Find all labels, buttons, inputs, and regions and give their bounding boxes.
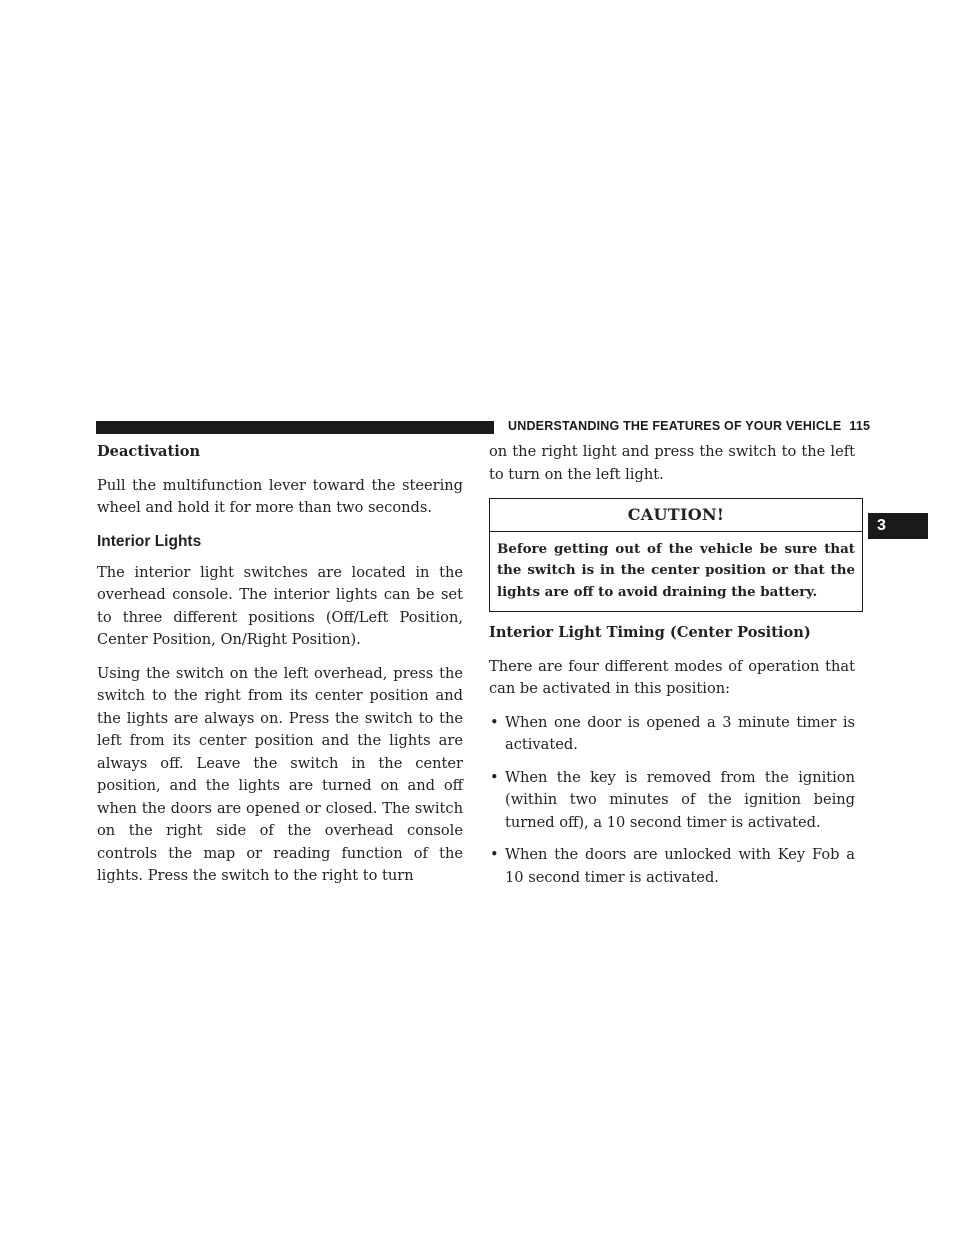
right-column xyxy=(489,441,855,899)
list-item: • When the key is removed from the ignition (within two minutes of the ignition being turned off), a 10 second timer is activated. xyxy=(490,768,855,831)
interior-lights-paragraph-2: Using the switch on the left overhead, press the switch to the right from its center position and the lights are always on. Press the switch to the left from its center position and the lights are always off. Leave the switch in the center position, and the lights are turned on and off when the doors are opened or closed. The switch on the right side of the overhead console controls the map or reading function of the lights. Press the switch to the right to turn xyxy=(97,664,463,884)
interior-lights-paragraph-1: The interior light switches are located in the overhead console. The interior lights can be set to three different positions (Off/Left Position, Center Position, On/Right Position). xyxy=(97,563,463,648)
timing-heading: Interior Light Timing (Center Position) xyxy=(489,624,811,641)
left-column xyxy=(97,441,463,899)
bullet-icon: • xyxy=(490,768,499,786)
deactivation-heading: Deactivation xyxy=(97,443,201,460)
page-number: 115 xyxy=(849,419,871,433)
list-item: • When the doors are unlocked with Key Fob a 10 second timer is activated. xyxy=(490,846,855,886)
deactivation-text: Pull the multifunction lever toward the steering wheel and hold it for more than two seconds. xyxy=(97,476,463,516)
chapter-tab: 3 xyxy=(868,513,928,539)
running-header xyxy=(508,419,870,433)
interior-lights-heading: Interior Lights xyxy=(97,532,202,550)
timing-intro: There are four different modes of operation that can be activated in this position: xyxy=(489,657,855,697)
caution-box xyxy=(489,498,863,612)
bullet-icon: • xyxy=(490,846,499,863)
caution-title: CAUTION! xyxy=(490,499,862,532)
section-title: UNDERSTANDING THE FEATURES OF YOUR VEHICLE xyxy=(508,419,842,433)
bullet-icon: • xyxy=(490,713,499,731)
timing-list xyxy=(489,712,855,890)
caution-body: Before getting out of the vehicle be sure that the switch is in the center position or that the lights are off to avoid draining the battery. xyxy=(497,540,855,600)
continuation-text: on the right light and press the switch to the left to turn on the left light. xyxy=(489,443,855,483)
list-item: • When one door is opened a 3 minute timer is activated. xyxy=(490,713,855,753)
header-bar xyxy=(96,421,494,434)
